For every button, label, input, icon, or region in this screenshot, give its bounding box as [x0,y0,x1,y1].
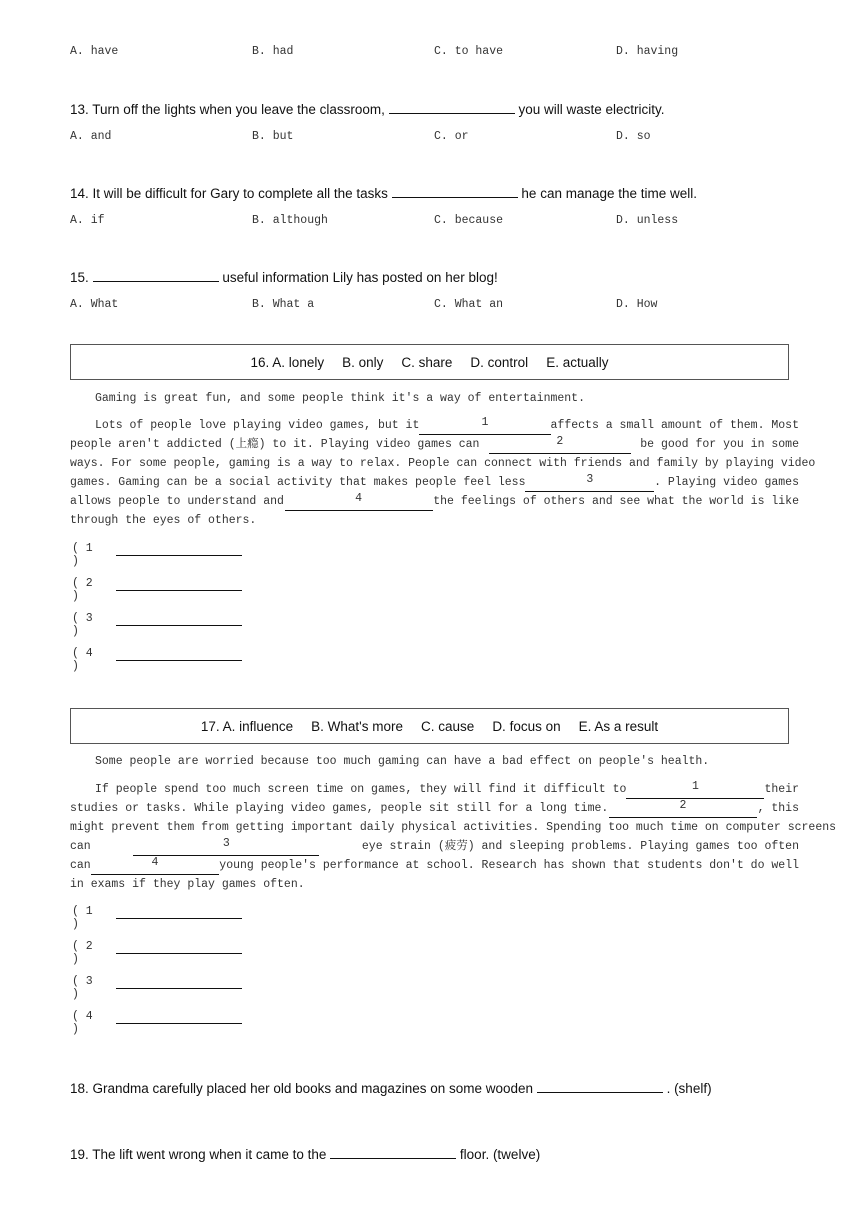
q16-line-4-a: games. Gaming can be a social activity that makes people feel less [70,476,526,489]
q16-word-box [70,344,789,380]
q17-line-1-a: If people spend too much screen time on games, they will find it difficult to [95,783,627,796]
q15-option-b[interactable]: B. What a [252,298,315,311]
q17-line-4 [70,837,799,856]
q18-text-before: 18. Grandma carefully placed her old books and magazines on some wooden [70,1081,534,1096]
q14-text-before: 14. It will be difficult for Gary to complete all the tasks [70,186,388,201]
q16-answer-label-3: ( 3 ) [72,612,93,638]
q16-line-1-a: Lots of people love playing video games, but it [95,419,420,432]
q17-line-4-a: can [70,840,91,853]
q16-blank-4[interactable]: 4 [285,492,433,511]
q16-word-e: E. actually [546,354,609,370]
q14-option-d[interactable]: D. unless [616,214,679,227]
q16-line-4-b: . Playing video games [654,476,799,489]
q16-answer-label-2: ( 2 ) [72,577,93,603]
q16-word-c: C. share [401,354,453,370]
q17-line-6-a: in exams if they play games often. [70,878,305,891]
q12-option-d[interactable]: D. having [616,45,679,58]
q16-line-5 [70,492,799,511]
q19-text-before: 19. The lift went wrong when it came to the [70,1147,327,1162]
q17-answer-line-3[interactable] [116,988,242,989]
q16-line-2-a: people aren't addicted (上瘾) to it. Playing video games can [70,438,480,451]
q13-option-c[interactable]: C. or [434,130,469,143]
q16-word-d: D. control [470,354,529,370]
q17-line-5 [70,856,799,875]
q13-option-b[interactable]: B. but [252,130,294,143]
q14-text-after: he can manage the time well. [521,186,698,201]
q15-option-a[interactable]: A. What [70,298,119,311]
q15-question [70,269,498,285]
q15-option-c[interactable]: C. What an [434,298,504,311]
q16-answer-line-1[interactable] [116,555,242,556]
q16-blank-2[interactable]: 2 [489,435,631,454]
q16-line-6-a: through the eyes of others. [70,514,257,527]
q15-text-after: useful information Lily has posted on her blog! [222,270,498,285]
q14-option-a[interactable]: A. if [70,214,105,227]
q17-line-2 [70,799,799,818]
q18-answer-blank[interactable] [537,1080,663,1093]
q16-line-5-a: allows people to understand and [70,495,284,508]
q18-text-after: . (shelf) [666,1081,712,1096]
q16-word-b: B. only [342,354,384,370]
q15-text-before: 15. [70,270,89,285]
q17-word-e: E. As a result [578,718,659,734]
q17-line-3 [70,818,837,837]
q16-line-6 [70,511,799,530]
q14-option-c[interactable]: C. because [434,214,504,227]
q17-line-2-a: studies or tasks. While playing video games, people sit still for a long time. [70,802,609,815]
q16-answer-line-4[interactable] [116,660,242,661]
q17-blank-4[interactable]: 4 [91,856,220,875]
q16-line-3 [70,454,816,473]
q17-intro: Some people are worried because too much gaming can have a bad effect on people's health. [95,755,710,768]
q14-option-b[interactable]: B. although [252,214,328,227]
q16-passage [70,416,816,530]
q17-answer-line-1[interactable] [116,918,242,919]
q19-text-after: floor. (twelve) [459,1147,541,1162]
q16-line-1-b: affects a small amount of them. Most [550,419,799,432]
q17-answer-label-1: ( 1 ) [72,905,93,931]
q16-blank-3[interactable]: 3 [525,473,654,492]
q15-option-d[interactable]: D. How [616,298,658,311]
q13-option-a[interactable]: A. and [70,130,112,143]
q19-question [70,1146,540,1162]
q16-answer-label-1: ( 1 ) [72,542,93,568]
q13-option-d[interactable]: D. so [616,130,651,143]
q16-line-5-b: the feelings of others and see what the world is like [433,495,799,508]
q17-passage [70,780,837,894]
q17-line-2-b: , this [757,802,799,815]
q17-answer-label-3: ( 3 ) [72,975,93,1001]
q16-blank-1[interactable]: 1 [419,416,550,435]
q17-line-4-b: eye strain (疲劳) and sleeping problems. Playing games too often [361,840,799,853]
q16-answer-line-2[interactable] [116,590,242,591]
q17-line-5-b: young people's performance at school. Research has shown that students don't do well [219,859,799,872]
q13-answer-blank[interactable] [389,101,515,114]
q12-option-b[interactable]: B. had [252,45,294,58]
q13-question [70,101,665,117]
q17-line-1-b: their [764,783,799,796]
q17-blank-1[interactable]: 1 [626,780,764,799]
q17-blank-2[interactable]: 2 [609,799,757,818]
q17-line-3-a: might prevent them from getting important daily physical activities. Spending too much time on computer screens [70,821,837,834]
q16-answer-line-3[interactable] [116,625,242,626]
q14-answer-blank[interactable] [392,185,518,198]
q17-blank-3[interactable]: 3 [133,837,319,856]
q16-line-2-b: be good for you in some [640,438,799,451]
q17-line-5-a: can [70,859,91,872]
q17-word-d: D. focus on [492,718,561,734]
q17-answer-label-4: ( 4 ) [72,1010,93,1036]
q15-answer-blank[interactable] [93,269,219,282]
q19-answer-blank[interactable] [330,1146,456,1159]
q16-line-2 [70,435,799,454]
q16-line-1 [70,416,799,435]
q13-text-before: 13. Turn off the lights when you leave the classroom, [70,102,385,117]
q12-option-a[interactable]: A. have [70,45,119,58]
q17-answer-line-4[interactable] [116,1023,242,1024]
q17-word-b: B. What's more [311,718,404,734]
q18-question [70,1080,712,1096]
q13-text-after: you will waste electricity. [518,102,665,117]
q16-word-a: 16. A. lonely [250,354,325,370]
q12-option-c[interactable]: C. to have [434,45,504,58]
q17-line-6 [70,875,799,894]
q17-word-c: C. cause [421,718,475,734]
q17-line-1 [70,780,799,799]
q16-answer-label-4: ( 4 ) [72,647,93,673]
q16-intro: Gaming is great fun, and some people think it's a way of entertainment. [95,392,585,405]
q16-line-3-a: ways. For some people, gaming is a way to relax. People can connect with friends and family by playing video [70,457,816,470]
q17-word-box [70,708,789,744]
q17-answer-label-2: ( 2 ) [72,940,93,966]
q17-word-a: 17. A. influence [200,718,294,734]
q16-line-4 [70,473,799,492]
q14-question [70,185,697,201]
q17-answer-line-2[interactable] [116,953,242,954]
